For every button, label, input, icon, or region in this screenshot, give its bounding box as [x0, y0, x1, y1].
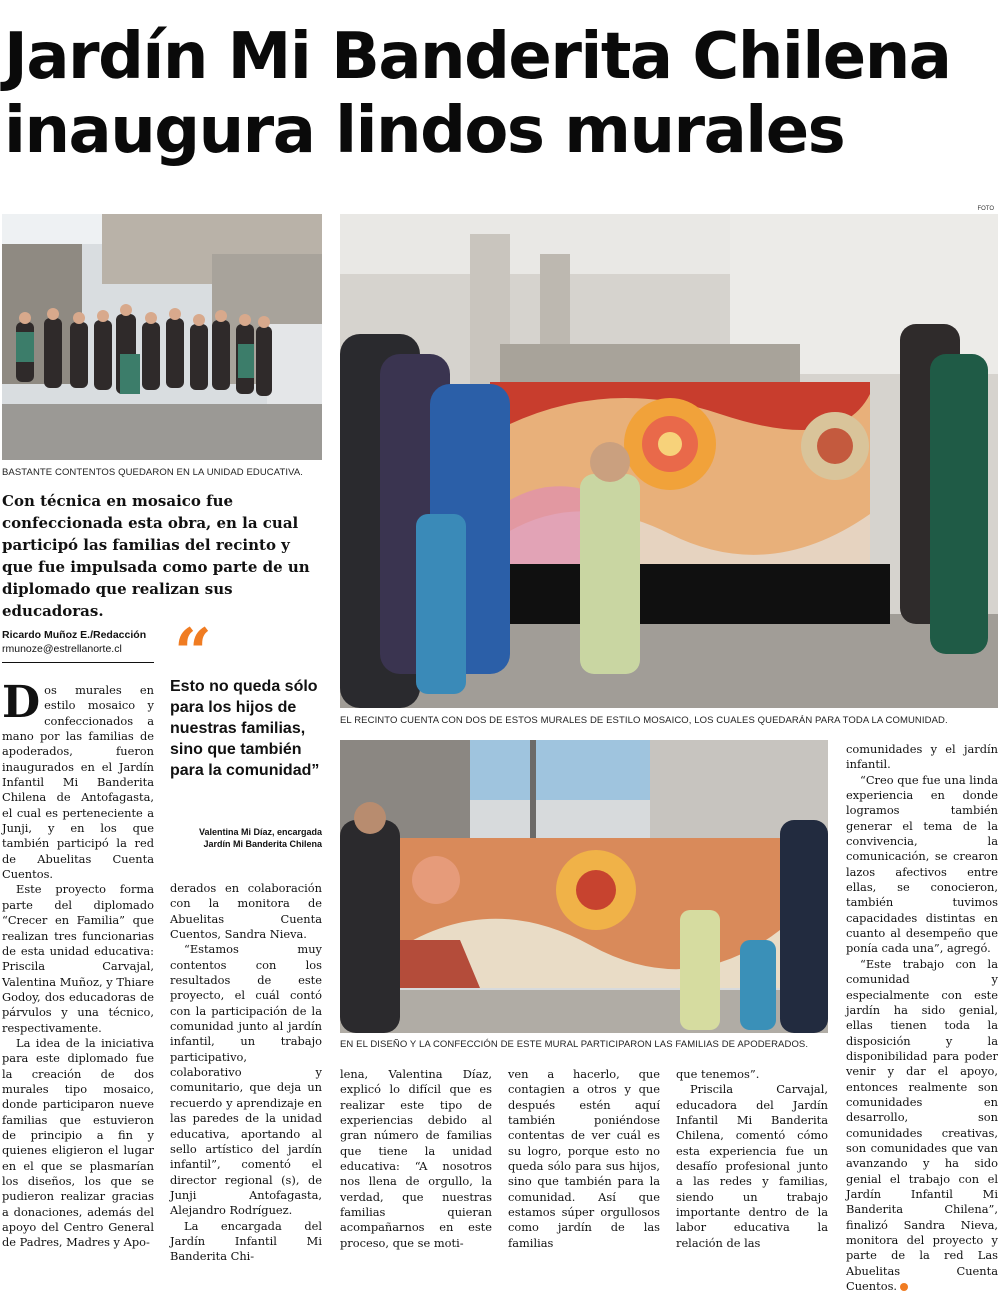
byline-email: rmunoze@estrellanorte.cl	[2, 643, 122, 655]
body-column-6	[846, 742, 998, 1294]
body-paragraph: ven a hacerlo, que contagien a otros y que después estén aquí también poniéndose contentas de ver cuál es su logro, porque esto no queda sólo para sus hijos, sino que también para la comunidad. Así que estamos súper orgullosos como jardín de las familias	[508, 1067, 660, 1250]
body-paragraph: lena, Valentina Díaz, explicó lo difícil que es realizar este tipo de experiencias debido al gran número de familias que tiene la unidad educativa: “A nosotros nos llena de orgullo, la verdad, que nuestras familias quieran acompañarnos en este proceso, que se moti-	[340, 1067, 492, 1250]
body-column-2	[170, 881, 322, 1265]
body-paragraph: derados en colaboración con la monitora de Abuelitas Cuenta Cuentos, Sandra Nieva.	[170, 881, 322, 942]
body-paragraph: “Estamos muy contentos con los resultados de este proyecto, el cuál contó con la participación de la comunidad junto al jardín infantil, un trabajo participativo, colaborativo y comunitario, que deja un recuerdo y aprendizaje en las paredes de la unidad educativa, aportando al sello artístico del jardín infantil”, comentó el director regional (s), de Junji Antofagasta, Alejandro Rodríguez.	[170, 942, 322, 1218]
body-text: “Este trabajo con la comunidad y especialmente con este jardín ha sido genial, ellas tienen toda la disposición y la disponibilidad para poder venir y dar el apoyo, entonces realmente son comunidades en desarrollo, son comunidades creativas, son comunidades que van avanzando y ha sido genial el trabajo con el Jardín Infantil Mi Banderita Chilena”, finalizó Sandra Nieva, monitora del proyecto y parte de la red Las Abuelitas Cuenta Cuentos.	[846, 956, 998, 1294]
body-paragraph: que tenemos”.	[676, 1067, 760, 1081]
end-mark-icon	[900, 1283, 908, 1291]
group-photo-caption: BASTANTE CONTENTOS QUEDARON EN LA UNIDAD EDUCATIVA.	[2, 467, 304, 478]
body-paragraph: Priscila Carvajal, educadora del Jardín Infantil Mi Banderita Chilena, comentó cómo esta experiencia fue un desafío profesional junto a las redes y familias, siendo un trabajo importante dentro de la labor educativa la relación de las	[676, 1082, 828, 1250]
group-photo	[2, 214, 322, 460]
pull-quote-author	[170, 826, 322, 850]
byline-rule	[2, 662, 154, 663]
headline-line-1: Jardín Mi Banderita Chilena	[4, 20, 951, 94]
body-paragraph	[846, 957, 998, 1294]
body-paragraph: La encargada del Jardín Infantil Mi Banderita Chi-	[170, 1218, 322, 1264]
second-photo	[340, 740, 828, 1033]
main-photo	[340, 214, 998, 708]
pull-quote-author-place: Jardín Mi Banderita Chilena	[203, 839, 322, 849]
pull-quote-author-name: Valentina Mi Díaz, encargada	[198, 827, 322, 837]
headline-line-2: inaugura lindos murales	[4, 94, 845, 168]
body-paragraph: Este proyecto forma parte del diplomado “Crecer en Familia” que realizan tres funcionarias de esta unidad educativa: Priscila Carvajal, Valentina Muñoz, y Thiare Godoy, dos educadoras de párvulos y una técnico, respectivamente.	[2, 882, 154, 1035]
body-paragraph: comunidades y el jardín infantil.	[846, 742, 998, 772]
pull-quote: Esto no queda sólo para los hijos de nuestras familias, sino que también para la comunidad”	[170, 678, 320, 779]
body-paragraph: “Creo que fue una linda experiencia en donde logramos también generar el tema de la convivencia, la comunicación, se crearon lazos afectivos entre ellas, se conocieron, también tuvimos capacidades distintas en cuanto al desempeño que ponía cada una”, agregó.	[846, 772, 998, 956]
main-photo-caption: EL RECINTO CUENTA CON DOS DE ESTOS MURALES DE ESTILO MOSAICO, LOS CUALES QUEDARÁN PARA TODA LA COMUNIDAD.	[340, 715, 948, 726]
byline-author: Ricardo Muñoz E./Redacción	[2, 629, 147, 641]
byline	[2, 628, 154, 656]
second-photo-caption: EN EL DISEÑO Y LA CONFECCIÓN DE ESTE MURAL PARTICIPARON LAS FAMILIAS DE APODERADOS.	[340, 1039, 809, 1050]
body-text: os murales en estilo mosaico y confeccionados a mano por las familias de apoderados, fueron inaugurados en el Jardín Infantil Mi Banderita Chilena de Antofagasta, el cual es perteneciente a Junji, y en los que también participó la red de Abuelitas Cuenta Cuentos.	[2, 683, 154, 882]
group-photo-illustration	[2, 214, 322, 460]
headline	[4, 20, 999, 168]
body-column-3	[340, 1067, 492, 1251]
drop-cap: D	[2, 677, 41, 728]
body-paragraph: La idea de la iniciativa para este diplomado fue la creación de dos murales tipo mosaico, donde participaron nueve familias que estuvieron de principio a fin y quienes eligieron el lugar en el que se plasmarían los diseños, los que se pudieron realizar gracias a donaciones, además del apoyo del Centro General de Padres, Madres y Apo-	[2, 1035, 154, 1250]
photo-credit: FOTO	[977, 206, 994, 212]
mural-photo-illustration	[340, 214, 998, 708]
lead-paragraph: Con técnica en mosaico fue confeccionada esta obra, en la cual participó las familias del recinto y que fue impulsada como parte de un diplomado que realizan sus educadoras.	[2, 492, 310, 620]
body-column-1	[2, 677, 154, 1251]
body-column-4	[508, 1067, 660, 1251]
quote-mark-icon: “	[174, 614, 212, 692]
body-column-5	[676, 1067, 828, 1251]
second-mural-photo-illustration	[340, 740, 828, 1033]
body-paragraph	[2, 677, 154, 882]
